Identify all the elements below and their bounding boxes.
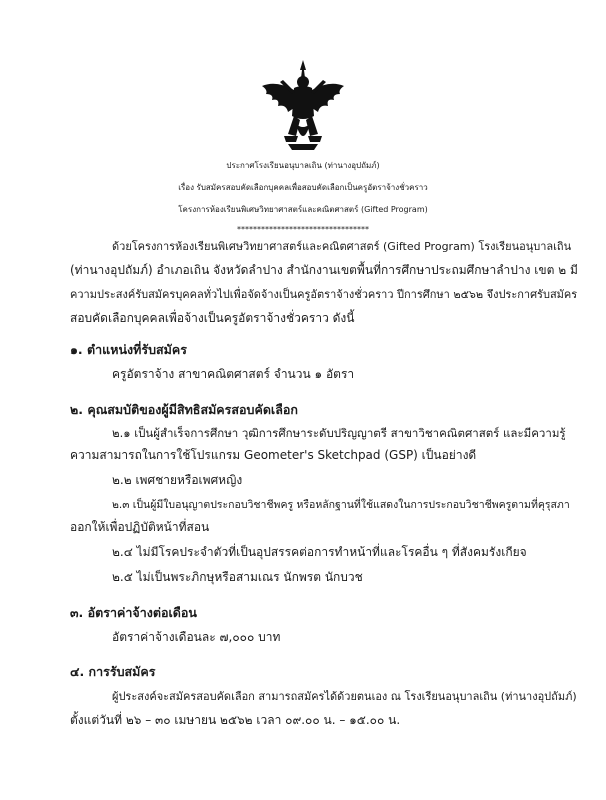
intro-line: สอบคัดเลือกบุคคลเพื่อจ้างเป็นครูอัตราจ้างชั่วคราว ดังนี้ [70, 311, 355, 325]
announcement-project: โครงการห้องเรียนพิเศษวิทยาศาสตร์และคณิตศาสตร์ (Gifted Program) [178, 205, 428, 214]
qualification-item: ๒.๒ เพศชายหรือเพศหญิง [112, 473, 243, 487]
section-text: ครูอัตราจ้าง สาขาคณิตศาสตร์ จำนวน ๑ อัตรา [112, 367, 355, 381]
qualification-item: ออกให้เพื่อปฏิบัติหน้าที่สอน [70, 520, 210, 534]
qualification-item: ๒.๕ ไม่เป็นพระภิกษุหรือสามเณร นักพรต นักบวช [112, 570, 363, 584]
divider-stars: ********************************* [237, 225, 369, 234]
garuda-emblem-icon [258, 58, 348, 154]
section-heading: ๓. อัตราค่าจ้างต่อเดือน [70, 605, 197, 620]
section-text: ตั้งแต่วันที่ ๒๖ – ๓๐ เมษายน ๒๕๖๒ เวลา ๐๙.๐๐ น. – ๑๕.๐๐ น. [70, 713, 401, 727]
intro-line: ด้วยโครงการห้องเรียนพิเศษวิทยาศาสตร์และคณิตศาสตร์ (Gifted Program) โรงเรียนอนุบาลเถิน [112, 240, 572, 253]
section-text: ผู้ประสงค์จะสมัครสอบคัดเลือก สามารถสมัครได้ด้วยตนเอง ณ โรงเรียนอนุบาลเถิน (ท่านางอุปถัมภ์) [112, 690, 577, 703]
intro-line: (ท่านางอุปถัมภ์) อำเภอเถิน จังหวัดลำปาง สำนักงานเขตพื้นที่การศึกษาประถมศึกษาลำปาง เขต ๒ มี [70, 263, 578, 277]
section-heading: ๑. ตำแหน่งที่รับสมัคร [70, 342, 187, 357]
qualification-item: ความสามารถในการใช้โปรแกรม Geometer's Sketchpad (GSP) เป็นอย่างดี [70, 448, 477, 462]
section-heading: ๒. คุณสมบัติของผู้มีสิทธิสมัครสอบคัดเลือก [70, 402, 298, 417]
qualification-item: ๒.๑ เป็นผู้สำเร็จการศึกษา วุฒิการศึกษาระดับปริญญาตรี สาขาวิชาคณิตศาสตร์ และมีความรู้ [112, 426, 566, 440]
section-text: อัตราค่าจ้างเดือนละ ๗,๐๐๐ บาท [112, 630, 281, 644]
announcement-title: ประกาศโรงเรียนอนุบาลเถิน (ท่านางอุปถัมภ์) [226, 161, 380, 170]
qualification-item: ๒.๔ ไม่มีโรคประจำตัวที่เป็นอุปสรรคต่อการทำหน้าที่และโรคอื่น ๆ ที่สังคมรังเกียจ [112, 545, 527, 559]
qualification-item: ๒.๓ เป็นผู้มีใบอนุญาตประกอบวิชาชีพครู หรือหลักฐานที่ใช้แสดงในการประกอบวิชาชีพครูตามที่คุรุสภา [112, 499, 570, 511]
section-heading: ๔. การรับสมัคร [70, 664, 156, 679]
intro-line: ความประสงค์รับสมัครบุคคลทั่วไปเพื่อจัดจ้างเป็นครูอัตราจ้างชั่วคราว ปีการศึกษา ๒๕๖๒ จึงประกาศรับสมัคร [70, 288, 578, 301]
announcement-subject: เรื่อง รับสมัครสอบคัดเลือกบุคคลเพื่อสอบคัดเลือกเป็นครูอัตราจ้างชั่วคราว [178, 183, 428, 192]
